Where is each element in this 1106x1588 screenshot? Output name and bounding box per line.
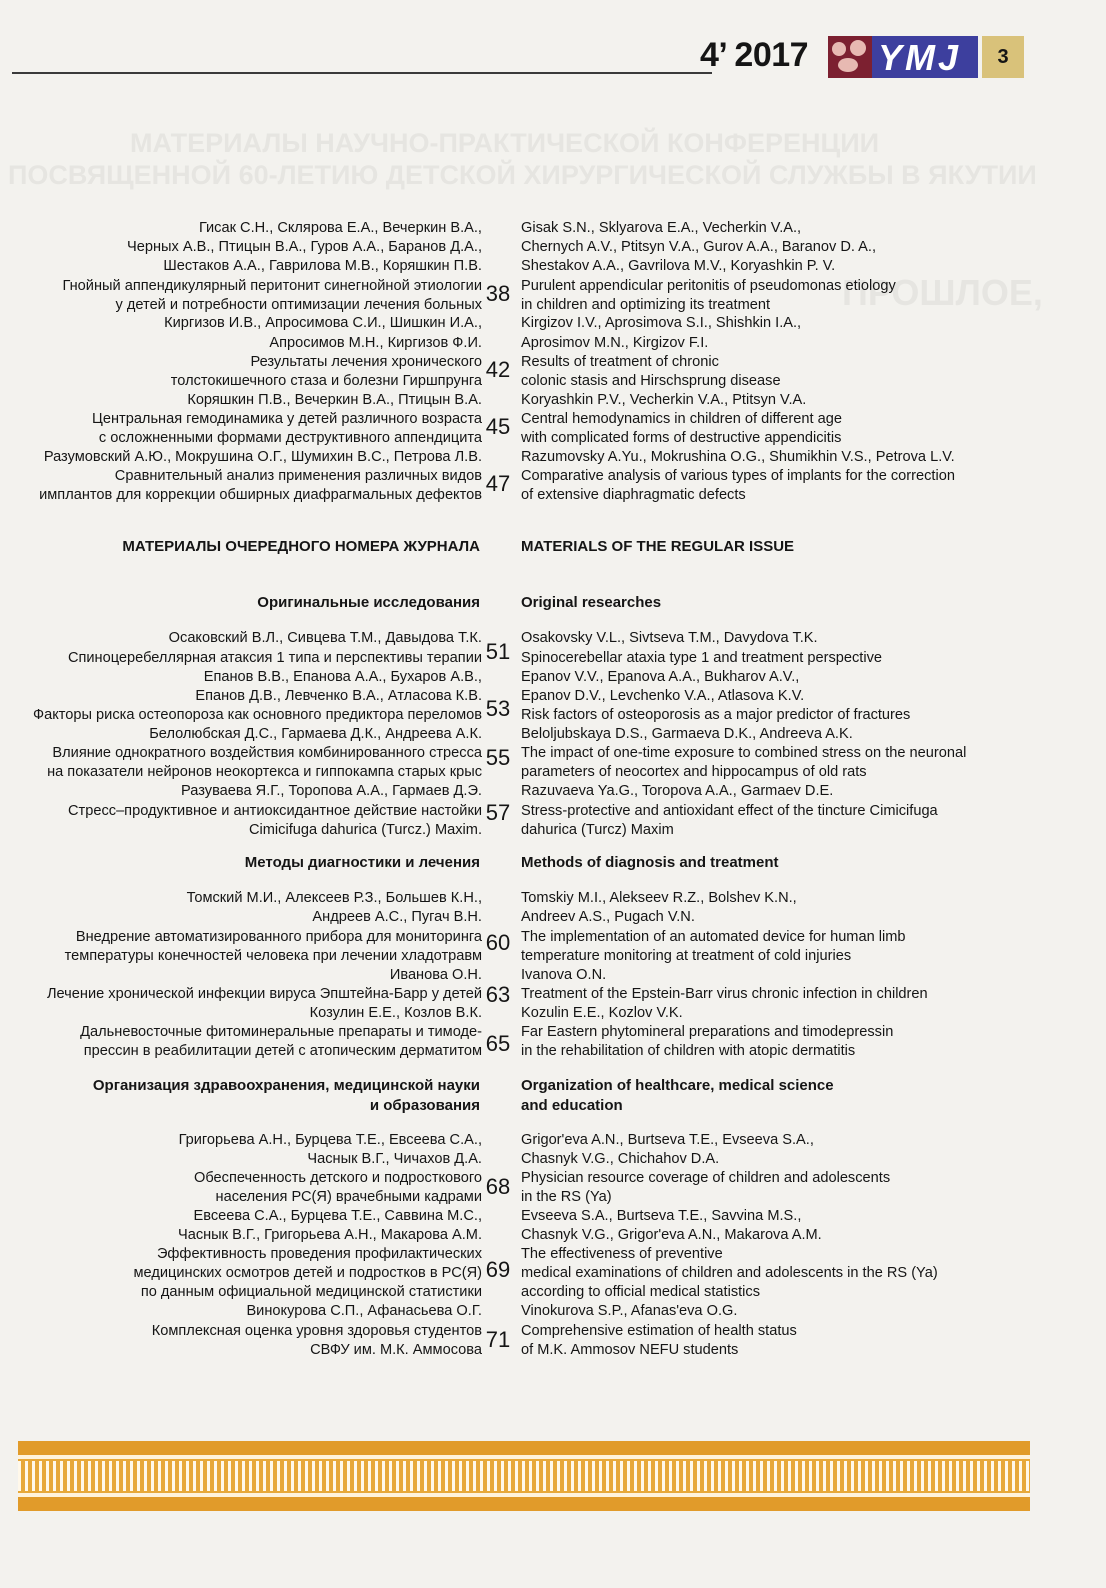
title-ru: Результаты лечения хронического [250, 354, 482, 370]
title-ru: населения РС(Я) врачебными кадрами [215, 1189, 482, 1205]
authors-ru: Белолюбская Д.С., Гармаева Д.К., Андреева А.К. [149, 726, 482, 742]
page-number-ref: 65 [485, 1031, 511, 1056]
authors-en: Razumovsky A.Yu., Mokrushina O.G., Shumikhin V.S., Petrova L.V. [521, 449, 955, 465]
authors-en: Chasnyk V.G., Chichahov D.A. [521, 1151, 720, 1167]
page-number-ref: 71 [485, 1327, 511, 1352]
section-heading-en: MATERIALS OF THE REGULAR ISSUE [521, 538, 795, 555]
authors-en: Grigor'eva A.N., Burtseva T.E., Evseeva S.A., [521, 1132, 814, 1148]
authors-ru: Апросимов М.Н., Киргизов Ф.И. [269, 335, 482, 351]
title-ru: СВФУ им. М.К. Аммосова [310, 1342, 482, 1358]
authors-en: Andreev A.S., Pugach V.N. [521, 909, 695, 925]
page-number-ref: 60 [485, 930, 511, 955]
title-en: medical examinations of children and adolescents in the RS (Ya) [521, 1265, 938, 1281]
title-ru: с осложненными формами деструктивного аппендицита [98, 430, 482, 446]
section-heading-en: Organization of healthcare, medical science [521, 1077, 834, 1094]
authors-en: Vinokurova S.P., Afanas'eva O.G. [521, 1303, 738, 1319]
title-en: Stress-protective and antioxidant effect of the tincture Cimicifuga [521, 803, 938, 819]
page-number-ref: 47 [485, 471, 511, 496]
authors-ru: Разумовский А.Ю., Мокрушина О.Г., Шумихин В.С., Петрова Л.В. [43, 449, 482, 465]
authors-en: Beloljubskaya D.S., Garmaeva D.K., Andreeva A.K. [521, 726, 853, 742]
page-number-ref: 42 [485, 357, 511, 382]
authors-ru: Томский М.И., Алексеев Р.З., Большев К.Н., [186, 890, 482, 906]
section-heading-ru: Оригинальные исследования [257, 594, 480, 611]
authors-ru: Козулин Е.Е., Козлов В.К. [309, 1005, 482, 1021]
authors-ru: Разуваева Я.Г., Торопова А.А., Гармаев Д.Э. [181, 783, 482, 799]
title-ru: Внедрение автоматизированного прибора для мониторинга [75, 929, 482, 945]
authors-ru: Черных А.В., Птицын В.А., Гуров А.А., Баранов Д.А., [127, 239, 482, 255]
title-en: of M.K. Ammosov NEFU students [521, 1342, 739, 1358]
title-ru: Обеспеченность детского и подросткового [193, 1170, 482, 1186]
authors-ru: Иванова О.Н. [389, 967, 482, 983]
authors-ru: Коряшкин П.В., Вечеркин В.А., Птицын В.А. [187, 392, 482, 408]
title-en: The implementation of an automated device for human limb [521, 929, 906, 945]
title-ru: Сравнительный анализ применения различных видов [114, 468, 482, 484]
authors-en: Tomskiy M.I., Alekseev R.Z., Bolshev K.N., [521, 890, 797, 906]
authors-en: Chernych A.V., Ptitsyn V.A., Gurov A.A., Baranov D. A., [521, 239, 877, 255]
title-ru: Дальневосточные фитоминеральные препараты и тимоде- [80, 1024, 482, 1040]
header-rule [12, 72, 712, 74]
title-ru: Стресс–продуктивное и антиоксидантное действие настойки [68, 803, 482, 819]
title-en: Central hemodynamics in children of different age [521, 411, 842, 427]
section-heading-ru: и образования [369, 1097, 480, 1114]
issue-number: 4’ 2017 [700, 36, 809, 74]
page-number-ref: 63 [485, 982, 511, 1007]
title-en: colonic stasis and Hirschsprung disease [521, 373, 781, 389]
section-heading-en: and education [521, 1097, 623, 1114]
title-ru: у детей и потребности оптимизации лечения больных [115, 297, 482, 313]
title-ru: на показатели нейронов неокортекса и гиппокампа старых крыс [47, 764, 482, 780]
title-en: parameters of neocortex and hippocampus of old rats [521, 764, 867, 780]
title-en: in the rehabilitation of children with atopic dermatitis [521, 1043, 856, 1059]
authors-ru: Часнык В.Г., Чичахов Д.А. [307, 1151, 482, 1167]
title-ru: Лечение хронической инфекции вируса Эпштейна-Барр у детей [46, 986, 482, 1002]
title-ru: Факторы риска остеопороза как основного предиктора переломов [33, 707, 482, 723]
ghost-conference-line1: МАТЕРИАЛЫ НАУЧНО-ПРАКТИЧЕСКОЙ КОНФЕРЕНЦИИ [130, 128, 880, 158]
title-en: in children and optimizing its treatment [521, 297, 771, 313]
authors-en: Aprosimov M.N., Kirgizov F.I. [521, 335, 709, 351]
title-en: temperature monitoring at treatment of cold injuries [521, 948, 852, 964]
authors-ru: Евсеева С.А., Бурцева Т.Е., Саввина М.С., [193, 1208, 482, 1224]
authors-ru: Григорьева А.Н., Бурцева Т.Е., Евсеева С.А., [178, 1132, 482, 1148]
page-number-ref: 69 [485, 1257, 511, 1282]
title-en: The effectiveness of preventive [521, 1246, 723, 1262]
page-number-ref: 45 [485, 414, 511, 439]
title-en: The impact of one-time exposure to combined stress on the neuronal [521, 745, 967, 761]
authors-en: Shestakov A.A., Gavrilova M.V., Koryashkin P. V. [521, 258, 836, 274]
title-en: with complicated forms of destructive appendicitis [521, 430, 842, 446]
page-number-ref: 55 [485, 745, 511, 770]
authors-en: Epanov V.V., Epanova A.A., Bukharov A.V., [521, 669, 800, 685]
page-number-ref: 51 [485, 639, 511, 664]
authors-ru: Осаковский В.Л., Сивцева Т.М., Давыдова Т.К. [168, 630, 482, 646]
title-en: dahurica (Turcz) Maxim [521, 822, 674, 838]
ghost-conference-line2: ПОСВЯЩЕННОЙ 60-ЛЕТИЮ ДЕТСКОЙ ХИРУРГИЧЕСКОЙ СЛУЖБЫ В ЯКУТИИ [8, 160, 1037, 190]
title-en: Risk factors of osteoporosis as a major predictor of fractures [521, 707, 911, 723]
authors-ru: Шестаков А.А., Гаврилова М.В., Коряшкин П.В. [163, 258, 482, 274]
authors-ru: Епанов Д.В., Левченко В.А., Атласова К.В. [195, 688, 482, 704]
logo-text: YMJ [878, 37, 962, 78]
logo-image-icon [828, 36, 872, 78]
section-heading-ru: Организация здравоохранения, медицинской науки [92, 1077, 480, 1094]
title-ru: толстокишечного стаза и болезни Гиршпрунга [170, 373, 482, 389]
authors-en: Ivanova O.N. [521, 967, 607, 983]
title-en: Spinocerebellar ataxia type 1 and treatment perspective [521, 650, 883, 666]
section-heading-ru: Методы диагностики и лечения [244, 854, 480, 871]
page-number-ref: 57 [485, 800, 511, 825]
authors-en: Koryashkin P.V., Vecherkin V.A., Ptitsyn V.A. [521, 392, 807, 408]
title-en: Comparative analysis of various types of implants for the correction [521, 468, 955, 484]
section-heading-en: Original researches [521, 594, 662, 611]
title-ru: Спиноцеребеллярная атаксия 1 типа и перспективы терапии [67, 650, 482, 666]
authors-en: Evseeva S.A., Burtseva T.E., Savvina M.S., [521, 1208, 802, 1224]
title-ru: Гнойный аппендикулярный перитонит синегнойной этиологии [62, 278, 482, 294]
title-ru: по данным официальной медицинской статистики [140, 1284, 482, 1300]
page-number: 3 [982, 36, 1024, 78]
authors-ru: Часнык В.Г., Григорьева А.Н., Макарова А.М. [177, 1227, 482, 1243]
title-en: in the RS (Ya) [521, 1189, 612, 1205]
page-number-ref: 38 [485, 281, 511, 306]
authors-ru: Гисак С.Н., Склярова Е.А., Вечеркин В.А., [198, 220, 482, 236]
ghost-right-heading: ПРОШЛОЕ, [842, 272, 1043, 313]
title-ru: прессин в реабилитации детей с атопическим дерматитом [83, 1043, 482, 1059]
title-en: Treatment of the Epstein-Barr virus chronic infection in children [521, 986, 928, 1002]
title-en: according to official medical statistics [521, 1284, 761, 1300]
authors-en: Osakovsky V.L., Sivtseva T.M., Davydova T.K. [521, 630, 818, 646]
authors-ru: Киргизов И.В., Апросимова С.И., Шишкин И.А., [164, 315, 482, 331]
authors-en: Gisak S.N., Sklyarova E.A., Vecherkin V.A., [521, 220, 802, 236]
authors-en: Chasnyk V.G., Grigor'eva A.N., Makarova A.M. [521, 1227, 822, 1243]
title-ru: температуры конечностей человека при лечении хладотравм [64, 948, 482, 964]
title-en: of extensive diaphragmatic defects [521, 487, 746, 503]
authors-ru: Епанов В.В., Епанова А.А., Бухаров А.В., [203, 669, 482, 685]
title-en: Physician resource coverage of children and adolescents [521, 1170, 891, 1186]
title-en: Comprehensive estimation of health status [521, 1323, 797, 1339]
title-ru: медицинских осмотров детей и подростков в РС(Я) [133, 1265, 482, 1281]
section-heading-ru: МАТЕРИАЛЫ ОЧЕРЕДНОГО НОМЕРА ЖУРНАЛА [122, 538, 480, 555]
page-number-ref: 53 [485, 696, 511, 721]
page-number-ref: 68 [485, 1174, 511, 1199]
title-ru: Центральная гемодинамика у детей различного возраста [92, 411, 482, 427]
title-ru: Cimicifuga dahurica (Turcz.) Maxim. [248, 822, 482, 838]
authors-en: Razuvaeva Ya.G., Toropova A.A., Garmaev D.E. [521, 783, 834, 799]
footer-ornament [18, 1441, 1030, 1511]
title-en: Purulent appendicular peritonitis of pseudomonas etiology [521, 278, 896, 294]
authors-ru: Винокурова С.П., Афанасьева О.Г. [246, 1303, 482, 1319]
authors-en: Kirgizov I.V., Aprosimova S.I., Shishkin I.A., [521, 315, 802, 331]
authors-ru: Андреев А.С., Пугач В.Н. [312, 909, 482, 925]
title-ru: Влияние однократного воздействия комбинированного стресса [52, 745, 482, 761]
title-ru: Эффективность проведения профилактических [156, 1246, 482, 1262]
title-ru: Комплексная оценка уровня здоровья студентов [151, 1323, 482, 1339]
title-en: Results of treatment of chronic [521, 354, 719, 370]
authors-en: Epanov D.V., Levchenko V.A., Atlasova K.V. [521, 688, 805, 704]
title-en: Far Eastern phytomineral preparations and timodepressin [521, 1024, 894, 1040]
title-ru: имплантов для коррекции обширных диафрагмальных дефектов [39, 487, 482, 503]
journal-logo [828, 36, 978, 78]
section-heading-en: Methods of diagnosis and treatment [521, 854, 779, 871]
authors-en: Kozulin E.E., Kozlov V.K. [521, 1005, 683, 1021]
